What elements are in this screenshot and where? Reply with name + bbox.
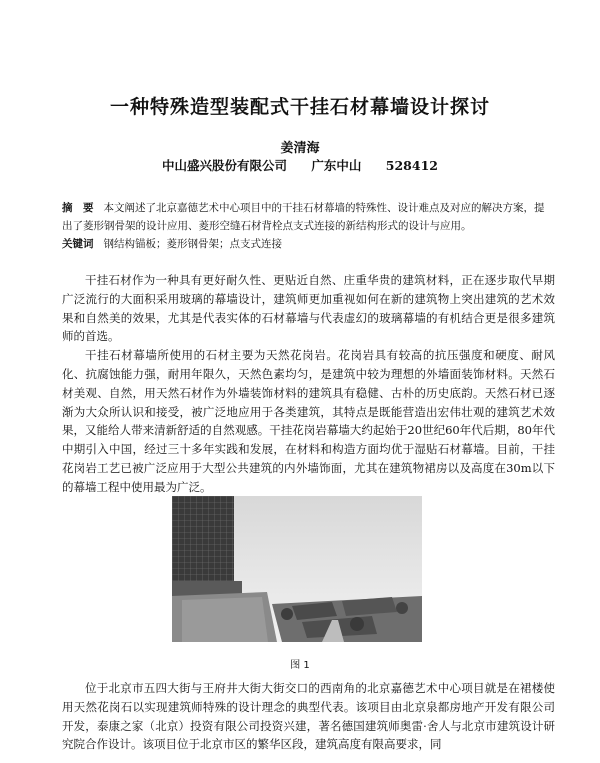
affiliation-city: 广东中山 <box>311 158 362 173</box>
keywords-label: 关键词 <box>62 238 94 250</box>
body-section-intro <box>62 271 555 497</box>
abstract-label: 摘 要 <box>62 202 94 214</box>
keywords-paragraph <box>62 235 554 253</box>
abstract-paragraph <box>62 199 554 235</box>
body-paragraph-3: 位于北京市五四大街与王府井大街大街交口的西南角的北京嘉德艺术中心项目就是在裙楼使用天然花岗石以实现建筑师特殊的设计理念的典型代表。该项目由北京泉都房地产开发有限公司开发，泰康之家（北京）投资有限公司投资兴建，著名德国建筑师奥雷·舍人与北京市建筑设计研究院合作设计。该项目位于北京市区的繁华区段，建筑高度有限高要求，同 <box>62 681 555 752</box>
building-photo-illustration <box>172 496 422 642</box>
author-name: 姜清海 <box>280 141 320 156</box>
body-paragraph-1: 干挂石材作为一种具有更好耐久性、更贴近自然、庄重华贵的建筑材料，正在逐步取代早期广泛流行的大面积采用玻璃的幕墙设计，建筑师更加重视如何在新的建筑物上突出建筑的艺术效果和自然美的效果，尤其是代表实体的石材幕墙与代表虚幻的玻璃幕墙的有机结合更是很多建筑师的首选。 <box>62 273 555 344</box>
figure-1-image <box>172 496 422 642</box>
abstract-block <box>62 199 554 253</box>
affiliation-postcode: 528412 <box>385 158 438 173</box>
affiliation-company: 中山盛兴股份有限公司 <box>162 158 288 173</box>
paper-title: 一种特殊造型装配式干挂石材幕墙设计探讨 <box>109 96 490 118</box>
figure-1-caption: 图 1 <box>290 660 310 671</box>
affiliation <box>0 156 600 174</box>
keywords-text: 钢结构锚板；菱形钢骨架；点支式连接 <box>103 238 282 250</box>
body-section-project <box>62 679 555 754</box>
abstract-text: 本文阐述了北京嘉德艺术中心项目中的干挂石材幕墙的特殊性、设计难点及对应的解决方案，提出了菱形钢骨架的设计应用、菱形空缝石材背栓点支式连接的新结构形式的设计与应用。 <box>62 202 545 232</box>
body-paragraph-2: 干挂石材幕墙所使用的石材主要为天然花岗岩。花岗岩具有较高的抗压强度和硬度、耐风化、抗腐蚀能力强，耐用年限久，天然色素均匀，是建筑中较为理想的外墙面装饰材料。天然石材美观、自然，用天然石材作为外墙装饰材料的建筑具有稳健、古朴的历史底韵。天然石材已逐渐为大众所认识和接受，被广泛地应用于各类建筑，其特点是既能营造出宏伟壮观的建筑艺术效果，又能给人带来清新舒适的自然观感。干挂花岗岩幕墙大约起始于20世纪60年代后期，80年代中期引入中国，经过三十多年实践和发展，在材料和构造方面均优于湿贴石材幕墙。目前，干挂花岗岩工艺已被广泛应用于大型公共建筑的内外墙饰面，尤其在建筑物裙房以及高度在30m以下的幕墙工程中使用最为广泛。 <box>62 348 555 494</box>
